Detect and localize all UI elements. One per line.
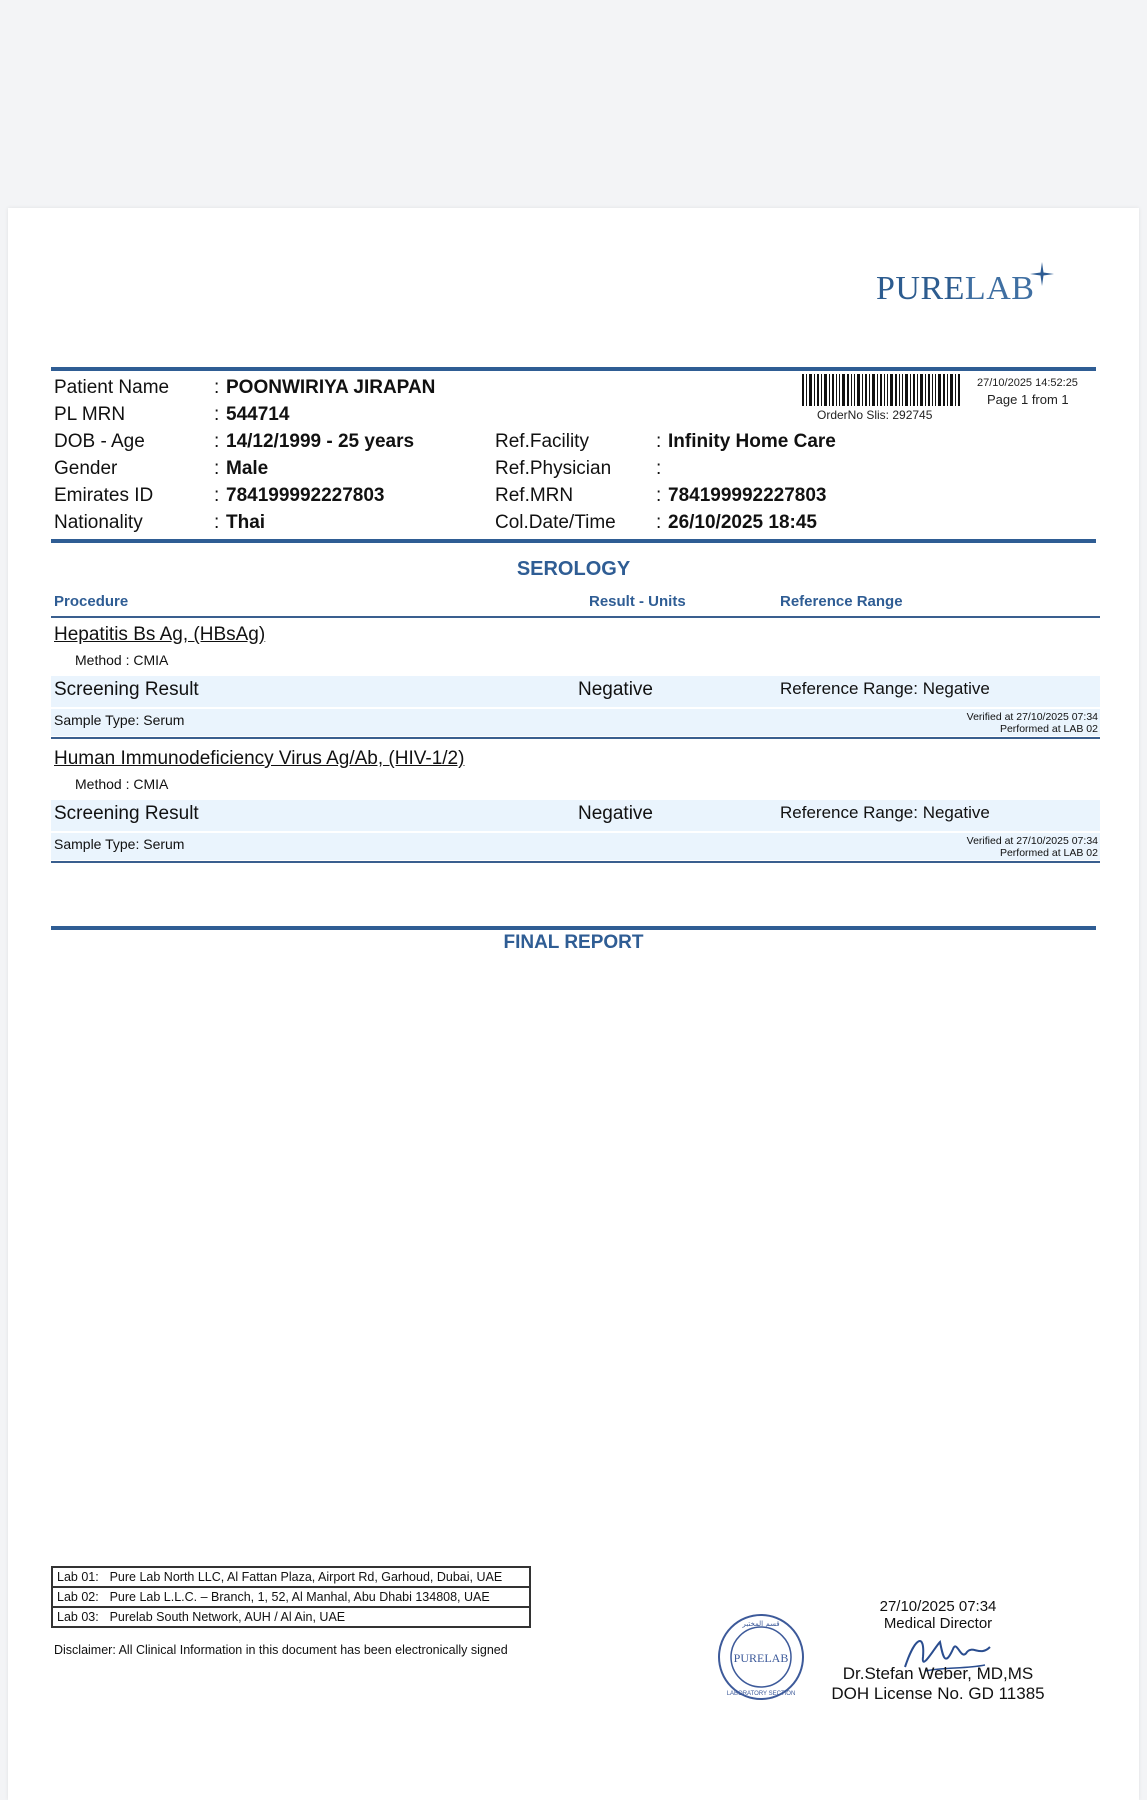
test-separator: [51, 861, 1100, 863]
ref-facility-value: Infinity Home Care: [668, 431, 836, 452]
band-divider: [51, 831, 1100, 833]
colon: :: [656, 431, 662, 452]
emirates-id-value: 784199992227803: [226, 485, 385, 506]
disclaimer: Disclaimer: All Clinical Information in this document has been electronically signed: [54, 1643, 508, 1657]
lab-address: Purelab South Network, AUH / Al Ain, UAE: [109, 1610, 346, 1624]
emirates-id-label: Emirates ID: [54, 485, 154, 506]
mrn-value: 544714: [226, 404, 290, 425]
lab-row: [52, 1567, 530, 1587]
ref-physician-label: Ref.Physician: [495, 458, 612, 479]
test-separator: [51, 737, 1100, 739]
gender-label: Gender: [54, 458, 118, 479]
result-value: Negative: [578, 803, 653, 824]
colon: :: [214, 431, 220, 452]
lab-code: Lab 01:: [52, 1567, 106, 1587]
lab-row: [52, 1587, 530, 1607]
result-label: Screening Result: [54, 803, 199, 824]
colon: :: [656, 458, 662, 479]
colon: :: [214, 377, 220, 398]
result-label: Screening Result: [54, 679, 199, 700]
seal-ring-top: قسم المختبر: [742, 1620, 780, 1628]
ref-mrn-label: Ref.MRN: [495, 485, 574, 506]
header-bottom-rule: [51, 539, 1096, 543]
seal-text: PURELAB: [733, 1651, 789, 1665]
test-method: Method : CMIA: [75, 652, 169, 668]
print-datetime: 27/10/2025 14:52:25: [977, 377, 1078, 389]
lab-code: Lab 03:: [57, 1610, 99, 1624]
result-value: Negative: [578, 679, 653, 700]
colon: :: [656, 485, 662, 506]
test-method: Method : CMIA: [75, 776, 169, 792]
sign-title: Medical Director: [883, 1615, 993, 1632]
reference-range: Reference Range: Negative: [780, 679, 990, 698]
col-procedure: Procedure: [54, 593, 129, 610]
colon: :: [214, 404, 220, 425]
sign-date: 27/10/2025 07:34: [879, 1598, 997, 1615]
final-report-rule: [51, 926, 1096, 930]
test-name: Human Immunodeficiency Virus Ag/Ab, (HIV-1/2): [54, 748, 465, 769]
patient-name: POONWIRIYA JIRAPAN: [226, 377, 436, 398]
lab-code: Lab 02:: [52, 1587, 106, 1607]
verified-info: [898, 835, 1098, 859]
ref-mrn-value: 784199992227803: [668, 485, 827, 506]
header-top-rule: [51, 367, 1096, 371]
sample-type: Sample Type: Serum: [54, 712, 185, 728]
nationality-label: Nationality: [54, 512, 143, 533]
table-header-rule: [51, 616, 1100, 618]
order-number: OrderNo Slis: 292745: [817, 408, 933, 422]
col-result: Result - Units: [589, 593, 686, 610]
col-date-value: 26/10/2025 18:45: [668, 512, 817, 533]
verified-at: Verified at 27/10/2025 07:34: [966, 835, 1098, 847]
reference-range: Reference Range: Negative: [780, 803, 990, 822]
performed-at: Performed at LAB 02: [999, 847, 1098, 859]
sample-type: Sample Type: Serum: [54, 836, 185, 852]
nationality-value: Thai: [226, 512, 266, 533]
purelab-logo: PURELAB: [876, 270, 1035, 307]
colon: :: [656, 512, 662, 533]
lab-address: Pure Lab North LLC, Al Fattan Plaza, Airport Rd, Garhoud, Dubai, UAE: [106, 1567, 530, 1587]
seal-ring-bottom: LABORATORY SECTION: [726, 1691, 796, 1697]
section-title: SEROLOGY: [516, 558, 631, 580]
colon: :: [214, 458, 220, 479]
colon: :: [214, 512, 220, 533]
test-name: Hepatitis Bs Ag, (HBsAg): [54, 624, 266, 645]
lab-row: [52, 1607, 530, 1627]
verified-info: [898, 711, 1098, 735]
dob-label: DOB - Age: [54, 431, 145, 452]
ref-facility-label: Ref.Facility: [495, 431, 589, 452]
gender-value: Male: [226, 458, 269, 479]
final-report-title: FINAL REPORT: [503, 932, 644, 953]
labs-table: [51, 1566, 531, 1628]
colon: :: [214, 485, 220, 506]
col-reference: Reference Range: [780, 593, 903, 610]
laboratory-seal: [716, 1612, 806, 1702]
sign-name: Dr.Stefan Weber, MD,MS: [842, 1664, 1034, 1683]
lab-address: Pure Lab L.L.C. – Branch, 1, 52, Al Manhal, Abu Dhabi 134808, UAE: [106, 1587, 530, 1607]
sparkle-icon: [1030, 262, 1054, 286]
page-number: Page 1 from 1: [987, 392, 1069, 407]
performed-at: Performed at LAB 02: [999, 723, 1098, 735]
barcode: [802, 374, 962, 406]
col-date-label: Col.Date/Time: [495, 512, 616, 533]
patient-name-label: Patient Name: [54, 377, 170, 398]
verified-at: Verified at 27/10/2025 07:34: [966, 711, 1098, 723]
band-divider: [51, 707, 1100, 709]
sign-license: DOH License No. GD 11385: [831, 1684, 1045, 1703]
dob-value: 14/12/1999 - 25 years: [226, 431, 415, 452]
mrn-label: PL MRN: [54, 404, 126, 425]
